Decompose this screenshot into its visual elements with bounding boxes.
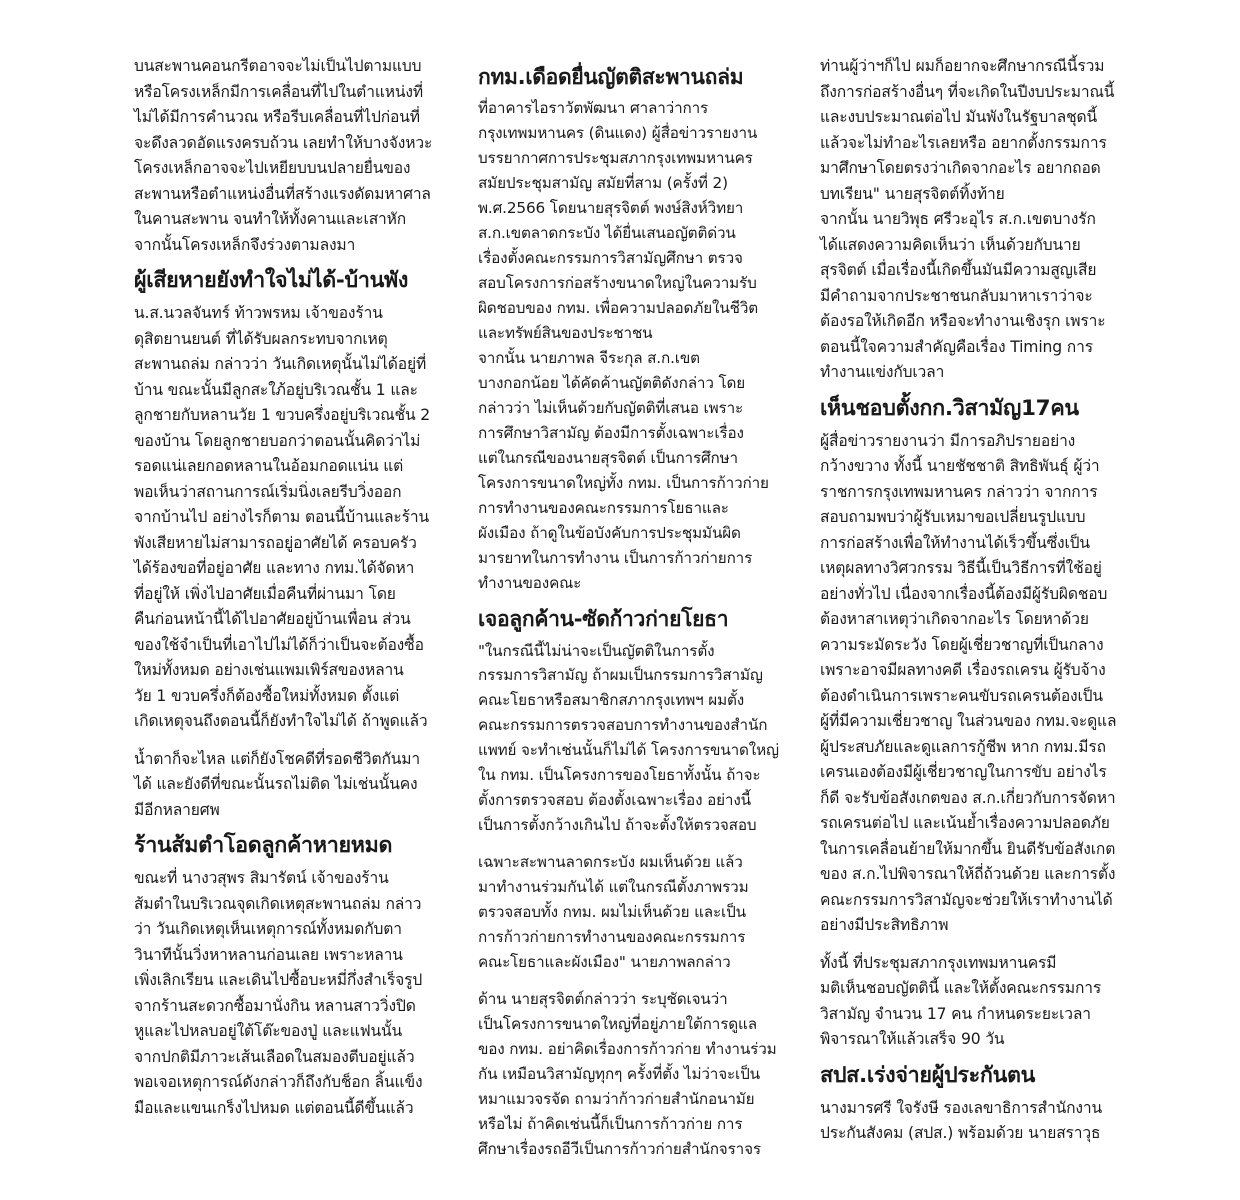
section-headline: กทม.เดือดยื่นญัตติสะพานถล่ม — [478, 64, 744, 89]
article-paragraph: นางมารศรี ใจรังษี รองเลขาธิการสำนักงาน ประกันสังคม (สปส.) พร้อมด้วย นายสราวุธ — [820, 1098, 1103, 1142]
section-headline: ร้านส้มตำโอดลูกค้าหายหมด — [134, 833, 393, 858]
article-paragraph: ที่อาคารไอราวัตพัฒนา ศาลาว่าการ กรุงเทพมหานคร (ดินแดง) ผู้สื่อข่าวรายงาน บรรยากาศการประชุมสภากรุงเทพมหานคร สมัยประชุมสามัญ สมัยที่สาม (ครั้งที่ 2) พ.ศ.2566 โดยนายสุรจิตต์ พงษ์สิงห์วิทยา ส.ก.เขตลาดกระบัง ได้ยื่นเสนอญัตติด่วน เรื่องตั้งคณะกรรมการวิสามัญศึกษา ตรวจ สอบโครงการก่อสร้างขนาดใหญ่ในความรับ ผิดชอบของ กทม. เพื่อความปลอดภัยในชีวิต และทรัพย์สินของประชาชน — [478, 99, 758, 343]
article-paragraph: เฉพาะสะพานลาดกระบัง ผมเห็นด้วย แล้ว มาทำงานร่วมกันได้ แต่ในกรณีตั้งภาพรวม ตรวจสอบทั้ง กทม. ผมไม่เห็นด้วย และเป็น การก้าวก่ายการทำงานของคณะกรรมการ คณะโยธาและผังเมือง" นายภาพลกล่าว — [478, 853, 749, 972]
article-paragraph: ทั้งนี้ ที่ประชุมสภากรุงเทพมหานครมี มติเห็นชอบญัตตินี้ และให้ตั้งคณะกรรมการ วิสามัญ จำนวน 17 คน กำหนดระยะเวลา พิจารณาให้แล้วเสร็จ 90 วัน — [820, 953, 1102, 1048]
article-paragraph: ท่านผู้ว่าฯก็ไป ผมก็อยากจะศึกษากรณีนี้รวม ถึงการก่อสร้างอื่นๆ ที่จะเกิดในปีงบประมาณนี้ และงบประมาณต่อไป มันพังในรัฐบาลชุดนี้ แล้วจะไม่ทำอะไรเลยหรือ อยากตั้งกรรมการ มาศึกษาโดยตรงว่าเกิดจากอะไร อยากถอด บทเรียน" นายสุรจิตต์ทิ้งท้าย — [820, 57, 1115, 203]
section-headline: สปส.เร่งจ่ายผู้ประกันตน — [820, 1062, 1036, 1088]
article-paragraph: "ในกรณีนี้ไม่น่าจะเป็นญัตติในการตั้ง กรรมการวิสามัญ ถ้าผมเป็นกรรมการวิสามัญ คณะโยธาหรือสมาชิกสภากรุงเทพฯ ผมตั้ง คณะกรรมการตรวจสอบการทำงานของสำนัก แพทย์ จะทำเช่นนั้นก็ไม่ได้ โครงการขนาดใหญ่ ใน กทม. เป็นโครงการของโยธาทั้งนั้น ถ้าจะ ตั้งการตรวจสอบ ต้องตั้งเฉพาะเรื่อง อย่างนี้ เป็นการตั้งกว้างเกินไป ถ้าจะตั้งให้ตรวจสอบ — [478, 641, 779, 835]
section-headline: เจอลูกค้าน-ซัดก้าวก่ายโยธา — [478, 606, 729, 632]
article-paragraph: จากนั้น นายภาพล จีระกุล ส.ก.เขต บางกอกน้อย ได้คัดค้านญัตติดังกล่าว โดย กล่าวว่า ไม่เห็นด้วยกับญัตติที่เสนอ เพราะ การศึกษาวิสามัญ ต้องมีการตั้งเฉพาะเรื่อง แต่ในกรณีของนายสุรจิตต์ เป็นการศึกษา โครงการขนาดใหญ่ทั้ง กทม. เป็นการก้าวก่าย การทำงานของคณะกรรมการโยธาและ ผังเมือง ถ้าดูในข้อบังคับการประชุมมันผิด มารยาทในการทำงาน เป็นการก้าวก่ายการ ทำงานของคณะ — [478, 349, 769, 593]
article-paragraph: ขณะที่ นางวสุพร สิมารัตน์ เจ้าของร้าน ส้มตำในบริเวณจุดเกิดเหตุสะพานถล่ม กล่าว ว่า วันเกิดเหตุเห็นเหตุการณ์ทั้งหมดกับตา วินาทีนั้นวิ่งหาหลานก่อนเลย เพราะหลาน เพิ่งเลิกเรียน และเดินไปซื้อบะหมี่กึ่งสำเร็จรูป จากร้านสะดวกซื้อมานั่งกิน หลานสาววิ่งปิด หูและไปหลบอยู่ใต้โต๊ะของปู่ และแฟนนั้น จากปกติมีภาวะเส้นเลือดในสมองตีบอยู่แล้ว พอเจอเหตุการณ์ดังกล่าวก็ถึงกับช็อก ลิ้นแข็ง มือและแขนเกร็งไปหมด แต่ตอนนี้ดีขึ้นแล้ว — [134, 869, 423, 1117]
article-paragraph: ด้าน นายสุรจิตต์กล่าวว่า ระบุชัดเจนว่า เป็นโครงการขนาดใหญ่ที่อยู่ภายใต้การดูแล ของ กทม. อย่าคิดเรื่องการก้าวก่าย ทำงานร่วม กัน เหมือนวิสามัญทุกๆ ครั้งที่ตั้ง ไม่ว่าจะเป็น หมาแมวจรจัด ถามว่าก้าวก่ายสำนักอนามัย หรือไม่ ถ้าคิดเช่นนี้ก็เป็นการก้าวก่าย การ ศึกษาเรื่องรถอีวีเป็นการก้าวก่ายสำนักจราจร — [478, 990, 777, 1159]
column-3 — [820, 54, 1131, 1147]
section-headline: ผู้เสียหายยังทำใจไม่ได้-บ้านพัง — [134, 268, 409, 293]
article-paragraph: บนสะพานคอนกรีตอาจจะไม่เป็นไปตามแบบ หรือโครงเหล็กมีการเคลื่อนที่ไปในตำแหน่งที่ ไม่ได้มีการคำนวณ หรือรีบเคลื่อนที่ไปก่อนที่ จะดึงลวดอัดแรงครบถ้วน เลยทำให้บางจังหวะ โครงเหล็กอาจจะไปเหยียบบนปลายยื่นของ สะพานหรือตำแหน่งอื่นที่สร้างแรงดัดมหาศาล ในคานสะพาน จนทำให้ทั้งคานและเสาหัก จากนั้นโครงเหล็กจึงร่วงตามลงมา — [134, 57, 433, 254]
article-paragraph: ผู้สื่อข่าวรายงานว่า มีการอภิปรายอย่าง กว้างขวาง ทั้งนี้ นายชัชชาติ สิทธิพันธุ์ ผู้ว่า ราชการกรุงเทพมหานคร กล่าวว่า จากการ สอบถามพบว่าผู้รับเหมาขอเปลี่ยนรูปแบบ การก่อสร้างเพื่อให้ทำงานได้เร็วขึ้นซึ่งเป็น เหตุผลทางวิศวกรรม วิธีนี้เป็นวิธีการที่ใช้อยู่ อย่างทั่วไป เนื่องจากเรื่องนี้ต้องมีผู้รับผิดชอบ ต้องหาสาเหตุว่าเกิดจากอะไร โดยหาด้วย ความระมัดระวัง โดยผู้เชี่ยวชาญที่เป็นกลาง เพราะอาจมีผลทางคดี เรื่องรถเครน ผู้รับจ้าง ต้องดำเนินการเพราะคนขับรถเครนต้องเป็น ผู้ที่มีความเชี่ยวชาญ ในส่วนของ กทม.จะดูแล ผู้ประสบภัยและดูแลการกู้ชีพ หาก กทม.มีรถ เครนเองต้องมีผู้เชี่ยวชาญในการขับ อย่างไร ก็ดี จะรับข้อสังเกตของ ส.ก.เกี่ยวกับการจัดหา รถเครนต่อไป และเน้นย้ำเรื่องความปลอดภัย ในการเคลื่อนย้ายให้มากขึ้น ยินดีรับข้อสังเกต ของ ส.ก.ไปพิจารณาให้ถี่ถ้วนด้วย และการตั้ง คณะกรรมการวิสามัญจะช่วยให้เราทำงานได้ อย่างมีประสิทธิภาพ — [820, 431, 1117, 934]
column-2 — [478, 54, 785, 1162]
article-paragraph: จากนั้น นายวิพุธ ศรีวะอุไร ส.ก.เขตบางรัก ได้แสดงความคิดเห็นว่า เห็นด้วยกับนาย สุรจิตต์ เมื่อเรื่องนี้เกิดขึ้นมันมีความสูญเสีย มีคำถามจากประชาชนกลับมาหาเราว่าจะ ต้องรอให้เกิดอีก หรือจะทำงานเชิงรุก เพราะ ตอนนี้ใจความสำคัญคือเรื่อง Timing การ ทำงานแข่งกับเวลา — [820, 210, 1106, 381]
column-1 — [134, 54, 441, 1121]
article-paragraph: น้ำตาก็จะไหล แต่ก็ยังโชคดีที่รอดชีวิตกันมา ได้ และยังดีที่ขณะนั้นรถไม่ติด ไม่เช่นนั้นคง มีอีกหลายศพ — [134, 749, 421, 819]
article-paragraph: น.ส.นวลจันทร์ ท้าวพรหม เจ้าของร้าน ดุสิตยานยนต์ ที่ได้รับผลกระทบจากเหตุ สะพานถล่ม กล่าวว่า วันเกิดเหตุนั้นไม่ได้อยู่ที่ บ้าน ขณะนั้นมีลูกสะใภ้อยู่บริเวณชั้น 1 และ ลูกชายกับหลานวัย 1 ขวบครึ่งอยู่บริเวณชั้น 2 ของบ้าน โดยลูกชายบอกว่าตอนนั้นคิดว่าไม่ รอดแน่เลยกอดหลานในอ้อมกอดแน่น แต่ พอเห็นว่าสถานการณ์เริ่มนิ่งเลยรีบวิ่งออก จากบ้านไป อย่างไรก็ตาม ตอนนี้บ้านและร้าน พังเสียหายไม่สามารถอยู่อาศัยได้ ครอบครัว ได้ร้องขอที่อยู่อาศัย และทาง กทม.ได้จัดหา ที่อยู่ให้ เพิ่งไปอาศัยเมื่อคืนที่ผ่านมา โดย คืนก่อนหน้านี้ได้ไปอาศัยอยู่บ้านเพื่อน ส่วน ของใช้จำเป็นที่เอาไปไม่ได้ก็ว่าเป็นจะต้องซื้อ ใหม่ทั้งหมด อย่างเช่นแพมเพิร์สของหลาน วัย 1 ขวบครึ่งก็ต้องซื้อใหม่ทั้งหมด ตั้งแต่ เกิดเหตุจนถึงตอนนี้ก็ยังทำใจไม่ได้ ถ้าพูดแล้ว — [134, 304, 431, 730]
section-headline: เห็นชอบตั้งกก.วิสามัญ17คน — [820, 395, 1079, 421]
